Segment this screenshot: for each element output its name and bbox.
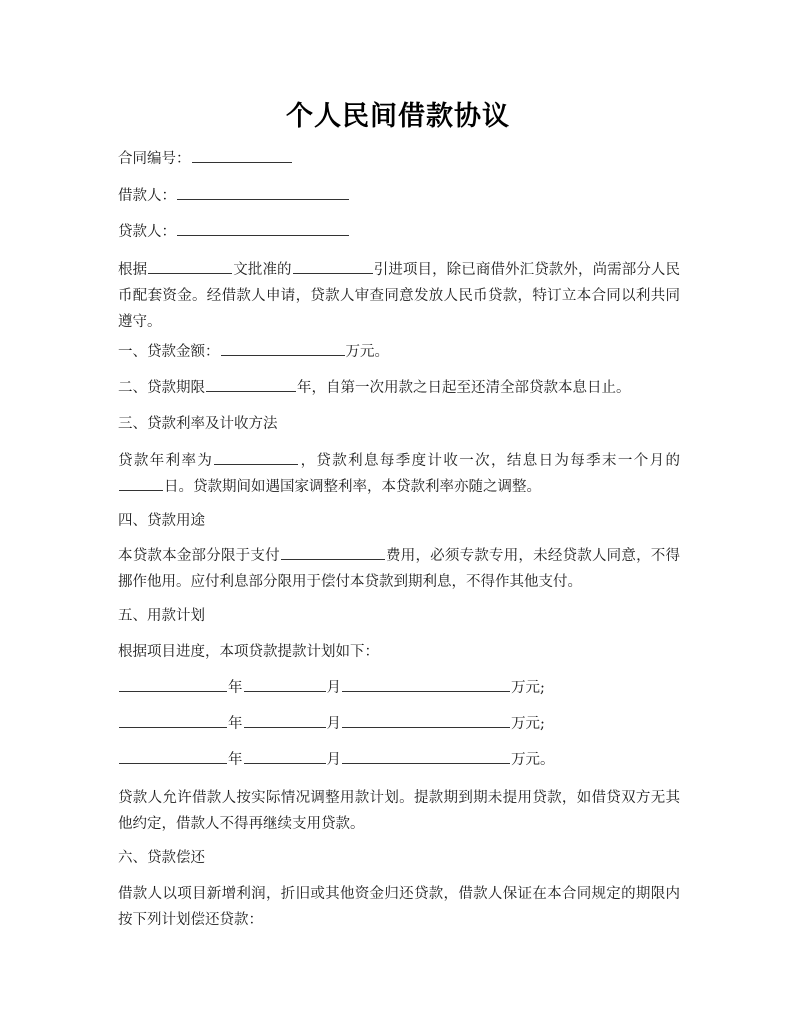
section-4-text-2: 费用，必须专款专用，未经贷款人同意，不得挪作他用。应付利息部分限用于偿付本贷款到期利息，不得作其他支付。	[118, 548, 681, 590]
plan-year-blank	[119, 749, 227, 764]
plan-month-blank	[244, 713, 326, 728]
plan-amount-blank	[342, 677, 510, 692]
plan-month-label: 月	[326, 716, 341, 732]
section-4-text-1: 本贷款本金部分限于支付	[118, 548, 280, 564]
section-2-text: 年，自第一次用款之日起至还清全部贷款本息日止。	[297, 380, 631, 396]
project-blank	[293, 259, 373, 274]
amount-blank	[221, 341, 345, 356]
plan-row	[118, 712, 688, 736]
plan-year-label: 年	[228, 680, 243, 696]
usage-blank	[281, 545, 385, 560]
document-title: 个人民间借款协议	[286, 101, 510, 132]
lender-line	[118, 220, 688, 244]
lender-label: 贷款人：	[118, 224, 176, 240]
borrower-line	[118, 184, 688, 208]
section-3-text-2: ，贷款利息每季度计收一次，结息日为每季末一个月的	[299, 453, 681, 469]
section-5-note: 贷款人允许借款人按实际情况调整用款计划。提款期到期未提用贷款，如借贷双方无其他约定，借款人不得再继续支用贷款。	[118, 790, 680, 832]
intro-text-1: 根据	[118, 262, 148, 278]
section-3-text-3: 日。贷款期间如遇国家调整利率，本贷款利率亦随之调整。	[164, 479, 541, 495]
plan-month-label: 月	[326, 680, 341, 696]
section-3-paragraph	[118, 448, 680, 500]
plan-month-blank	[244, 677, 326, 692]
section-5-heading: 五、用款计划	[118, 608, 205, 624]
section-4-heading: 四、贷款用途	[118, 513, 205, 529]
plan-year-blank	[119, 677, 227, 692]
contract-number-blank	[192, 148, 292, 163]
lender-blank	[177, 221, 349, 236]
section-2-label: 二、贷款期限	[118, 380, 205, 396]
plan-year-label: 年	[228, 716, 243, 732]
contract-number-label: 合同编号：	[118, 151, 191, 167]
plan-year-label: 年	[228, 752, 243, 768]
intro-text-2: 文批准的	[233, 262, 292, 278]
plan-amount-blank	[342, 713, 510, 728]
section-3-text-1: 贷款年利率为	[118, 453, 214, 469]
borrower-label: 借款人：	[118, 188, 176, 204]
contract-number-line	[118, 147, 688, 171]
plan-row	[118, 748, 688, 772]
plan-year-blank	[119, 713, 227, 728]
plan-amount-blank	[342, 749, 510, 764]
section-6-heading: 六、贷款偿还	[118, 850, 205, 866]
settlement-day-blank	[119, 476, 163, 491]
plan-unit: 万元;	[511, 716, 545, 732]
section-2-term	[118, 376, 688, 400]
intro-text-3: 引进项目，除已商借外汇贷款外，尚需部分人民币配套资金。经借款人申请，贷款人审查同意发放人民币贷款，特订立本合同以利共同遵守。	[118, 262, 681, 330]
section-6-paragraph: 借款人以项目新增利润，折旧或其他资金归还贷款，借款人保证在本合同规定的期限内按下列计划偿还贷款：	[118, 886, 680, 928]
borrower-blank	[177, 185, 349, 200]
interest-rate-blank	[214, 450, 298, 465]
section-4-paragraph	[118, 543, 680, 595]
approval-doc-blank	[148, 259, 232, 274]
section-1-amount	[118, 340, 688, 364]
plan-row	[118, 676, 688, 700]
plan-unit: 万元。	[511, 752, 555, 768]
plan-unit: 万元;	[511, 680, 545, 696]
section-5-intro: 根据项目进度，本项贷款提款计划如下：	[118, 644, 379, 660]
term-blank	[206, 377, 296, 392]
section-1-unit: 万元。	[345, 344, 389, 360]
section-1-label: 一、贷款金额：	[118, 344, 220, 360]
plan-month-label: 月	[326, 752, 341, 768]
section-3-heading: 三、贷款利率及计收方法	[118, 416, 278, 432]
plan-month-blank	[244, 749, 326, 764]
intro-paragraph	[118, 257, 680, 335]
